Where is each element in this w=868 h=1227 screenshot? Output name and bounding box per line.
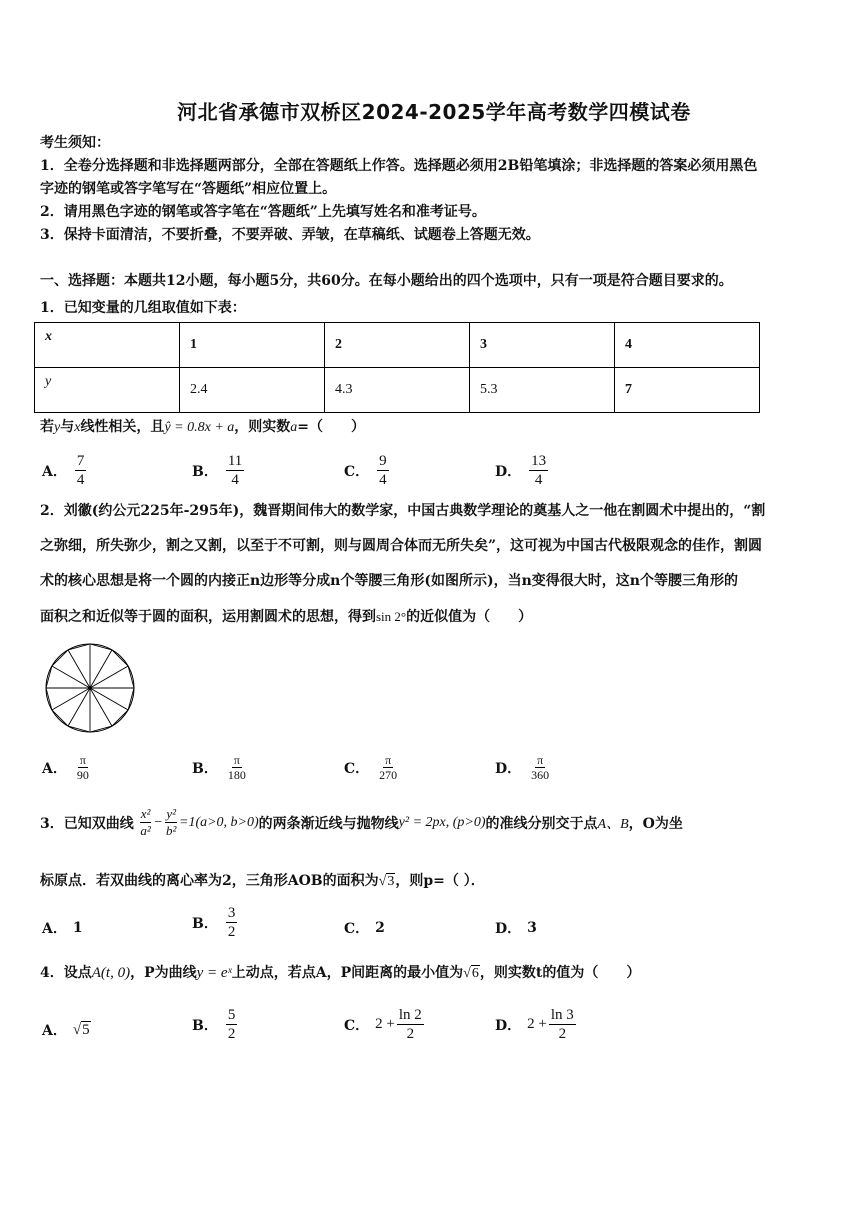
option-letter: D． (495, 760, 522, 777)
option-letter: A． (42, 463, 67, 480)
point-a: A(t, 0) (91, 965, 131, 981)
radius-segment (68, 688, 90, 726)
text: 的两条渐近线与抛物线 (258, 815, 399, 832)
option-letter: C． (344, 921, 370, 937)
numerator: 11 (227, 453, 243, 469)
q4-option-b[interactable] (192, 1006, 237, 1043)
hyperbola-condition: =1(a>0, b>0) (179, 814, 259, 830)
radius-segment (90, 650, 112, 688)
numerator: 13 (531, 453, 547, 469)
q1-ask (40, 416, 365, 436)
numerator: ln 2 (398, 1007, 422, 1023)
curve-formula: y = eˣ (196, 965, 232, 981)
numerator: 5 (227, 1007, 236, 1023)
denominator: 2 (227, 924, 236, 940)
inscribed-polygon-figure (44, 642, 136, 734)
denominator: 270 (379, 768, 398, 782)
q1-option-a[interactable] (42, 452, 86, 489)
section-heading: 一、选择题：本题共12小题，每小题5分，共60分。在每小题给出的四个选项中，只有一项是符合题目要求的。 (40, 273, 733, 289)
fraction-y2-b2 (165, 806, 177, 839)
option-fraction (226, 753, 248, 782)
option-value: 1 (72, 920, 83, 936)
option-letter: A． (42, 760, 67, 777)
table-row (35, 323, 760, 368)
q4-option-a[interactable] (42, 1020, 91, 1040)
numerator: 3 (227, 905, 236, 921)
text: ，P为曲线 (130, 965, 197, 981)
option-letter: A． (42, 1023, 67, 1039)
numerator: π (233, 753, 240, 767)
table-cell: 2.4 (180, 368, 325, 413)
option-letter: D． (495, 1017, 522, 1034)
option-prefix: 2 + (527, 1016, 547, 1032)
table-cell: 4.3 (325, 368, 470, 413)
option-fraction (549, 1006, 576, 1043)
var-x: x (74, 420, 81, 435)
text: ，则p=（ ）． (395, 873, 485, 889)
text: 线性相关，且 (80, 419, 165, 435)
q4-option-c[interactable] (344, 1006, 424, 1043)
option-letter: D． (495, 921, 522, 937)
fraction-x2-a2 (140, 806, 152, 839)
notice-item: 3．保持卡面清洁，不要折叠，不要弄破、弄皱，在草稿纸、试题卷上答题无效。 (40, 227, 540, 243)
denominator: 4 (534, 472, 543, 488)
text: ，O为坐 (628, 815, 683, 832)
notice-item: 2．请用黑色字迹的钢笔或答字笔在“答题纸”上先填写姓名和准考证号。 (40, 204, 486, 220)
text: 的近似值为（ ） (406, 609, 533, 625)
text-line: 之弥细，所失弥少，割之又割，以至于不可割，则与圆周合体而无所失矣”，这可视为中国古代极限观念的佳作，割圆 (40, 538, 763, 554)
option-fraction (75, 753, 91, 782)
minus-sign: − (154, 814, 163, 830)
q2-stem (40, 494, 830, 635)
radicand: 3 (387, 874, 395, 889)
denominator: 2 (227, 1026, 236, 1042)
radius-segment (90, 688, 128, 710)
text: 的准线分别交于点 (485, 815, 598, 832)
table-cell: 4 (615, 323, 760, 368)
text: 标原点．若双曲线的离心率为2，三角形AOB的面积为 (40, 873, 379, 889)
denominator: 4 (76, 472, 85, 488)
option-fraction (377, 753, 399, 782)
text: ，则实数t的值为（ ） (479, 965, 641, 981)
option-fraction (529, 753, 551, 782)
table-header-x: x (35, 323, 180, 368)
sqrt-3: √3 (378, 874, 395, 889)
text: 与 (60, 419, 75, 435)
denominator: 360 (531, 768, 550, 782)
numerator: π (537, 753, 544, 767)
q1-option-b[interactable] (192, 452, 244, 489)
table-cell: 1 (180, 323, 325, 368)
numerator: ln 3 (550, 1007, 574, 1023)
option-prefix: 2 + (375, 1016, 395, 1032)
denominator: 2 (558, 1026, 567, 1042)
q1-data-table (34, 322, 760, 413)
notice-item: 字迹的钢笔或答字笔写在“答题纸”相应位置上。 (40, 181, 337, 197)
text: 3．已知双曲线 (40, 815, 134, 832)
text-line: 2．刘徽(约公元225年-295年)，魏晋期间伟大的数学家，中国古典数学理论的奠基人之一他在割圆术中提出的，“割 (40, 503, 766, 519)
option-fraction (226, 904, 238, 941)
text-line: 术的核心思想是将一个圆的内接正n边形等分成n个等腰三角形(如图所示)，当n变得很大时，这n个等腰三角形的 (40, 573, 738, 589)
option-letter: A． (42, 921, 67, 937)
q3-option-a[interactable] (42, 918, 83, 938)
denominator: 4 (379, 472, 387, 488)
q2-option-c[interactable] (344, 753, 399, 782)
option-letter: B． (192, 915, 218, 932)
q4-stem (40, 962, 640, 982)
text: 面积之和近似等于圆的面积，运用割圆术的思想，得到 (40, 609, 376, 625)
table-header-y: y (35, 368, 180, 413)
q1-option-d[interactable] (495, 452, 548, 489)
option-fraction (226, 452, 244, 489)
q2-option-d[interactable] (495, 753, 551, 782)
numerator: π (385, 753, 392, 767)
sqrt-5: √5 (72, 1021, 90, 1038)
parabola-formula: y² = 2px, (p>0) (398, 814, 486, 830)
regression-formula: ŷ = 0.8x + a (164, 420, 235, 435)
radius-segment (52, 666, 90, 688)
text: ，则实数 (234, 419, 291, 435)
sqrt-6: √6 (463, 966, 479, 981)
q4-option-d[interactable] (495, 1006, 576, 1043)
table-cell: 7 (615, 368, 760, 413)
q2-option-a[interactable] (42, 753, 91, 782)
q3-option-d[interactable] (495, 918, 537, 938)
numerator: π (79, 753, 86, 767)
table-cell: 5.3 (470, 368, 615, 413)
q3-option-c[interactable] (344, 918, 385, 938)
option-letter: D． (495, 463, 522, 480)
denominator: b² (165, 823, 177, 838)
denominator: 4 (231, 472, 239, 488)
q2-option-b[interactable] (192, 753, 248, 782)
numerator: y² (166, 806, 176, 821)
radicand: 6 (471, 966, 479, 981)
numerator: 9 (379, 453, 387, 469)
radicand: 5 (82, 1021, 90, 1038)
denominator: 90 (76, 768, 89, 782)
points-ab: A、B (597, 816, 629, 832)
table-cell: 2 (325, 323, 470, 368)
text-line (40, 599, 830, 635)
option-fraction (529, 452, 548, 489)
q3-stem-line1 (40, 806, 683, 839)
sin-formula: sin 2° (376, 609, 407, 624)
option-fraction (397, 1006, 424, 1043)
option-letter: B． (192, 1017, 218, 1034)
option-value: 2 (375, 920, 385, 936)
page-title: 河北省承德市双桥区2024-2025学年高考数学四模试卷 (177, 100, 691, 124)
denominator: a² (140, 823, 151, 838)
q3-option-b[interactable] (192, 904, 237, 941)
var-a: a (290, 420, 298, 435)
q1-option-c[interactable] (344, 452, 389, 489)
denominator: 2 (406, 1026, 415, 1042)
table-row (35, 368, 760, 413)
option-value: 3 (527, 920, 537, 936)
option-fraction (377, 452, 389, 489)
text: =（ ） (297, 419, 365, 435)
option-letter: C． (344, 1017, 370, 1034)
q1-stem: 1．已知变量的几组取值如下表： (40, 300, 246, 316)
option-letter: C． (344, 760, 370, 777)
option-fraction (75, 452, 87, 489)
radius-segment (90, 666, 128, 688)
q3-stem-line2 (40, 870, 485, 890)
var-y: y (54, 420, 61, 435)
denominator: 180 (227, 768, 246, 782)
table-cell: 3 (470, 323, 615, 368)
notice-item: 1．全卷分选择题和非选择题两部分，全部在答题纸上作答。选择题必须用2B铅笔填涂；非选择题的答案必须用黑色 (40, 158, 758, 174)
text: 4．设点 (40, 965, 92, 981)
text: 上动点，若点A，P间距离的最小值为 (231, 965, 464, 981)
radius-segment (52, 688, 90, 710)
option-letter: B． (192, 463, 218, 480)
option-letter: C． (344, 463, 370, 480)
radius-segment (90, 688, 112, 726)
numerator: x² (140, 806, 151, 821)
numerator: 7 (76, 453, 85, 469)
text: 若 (40, 419, 54, 435)
option-fraction (226, 1006, 238, 1043)
notice-heading: 考生须知： (40, 135, 110, 151)
radius-segment (68, 650, 90, 688)
option-letter: B． (192, 760, 218, 777)
